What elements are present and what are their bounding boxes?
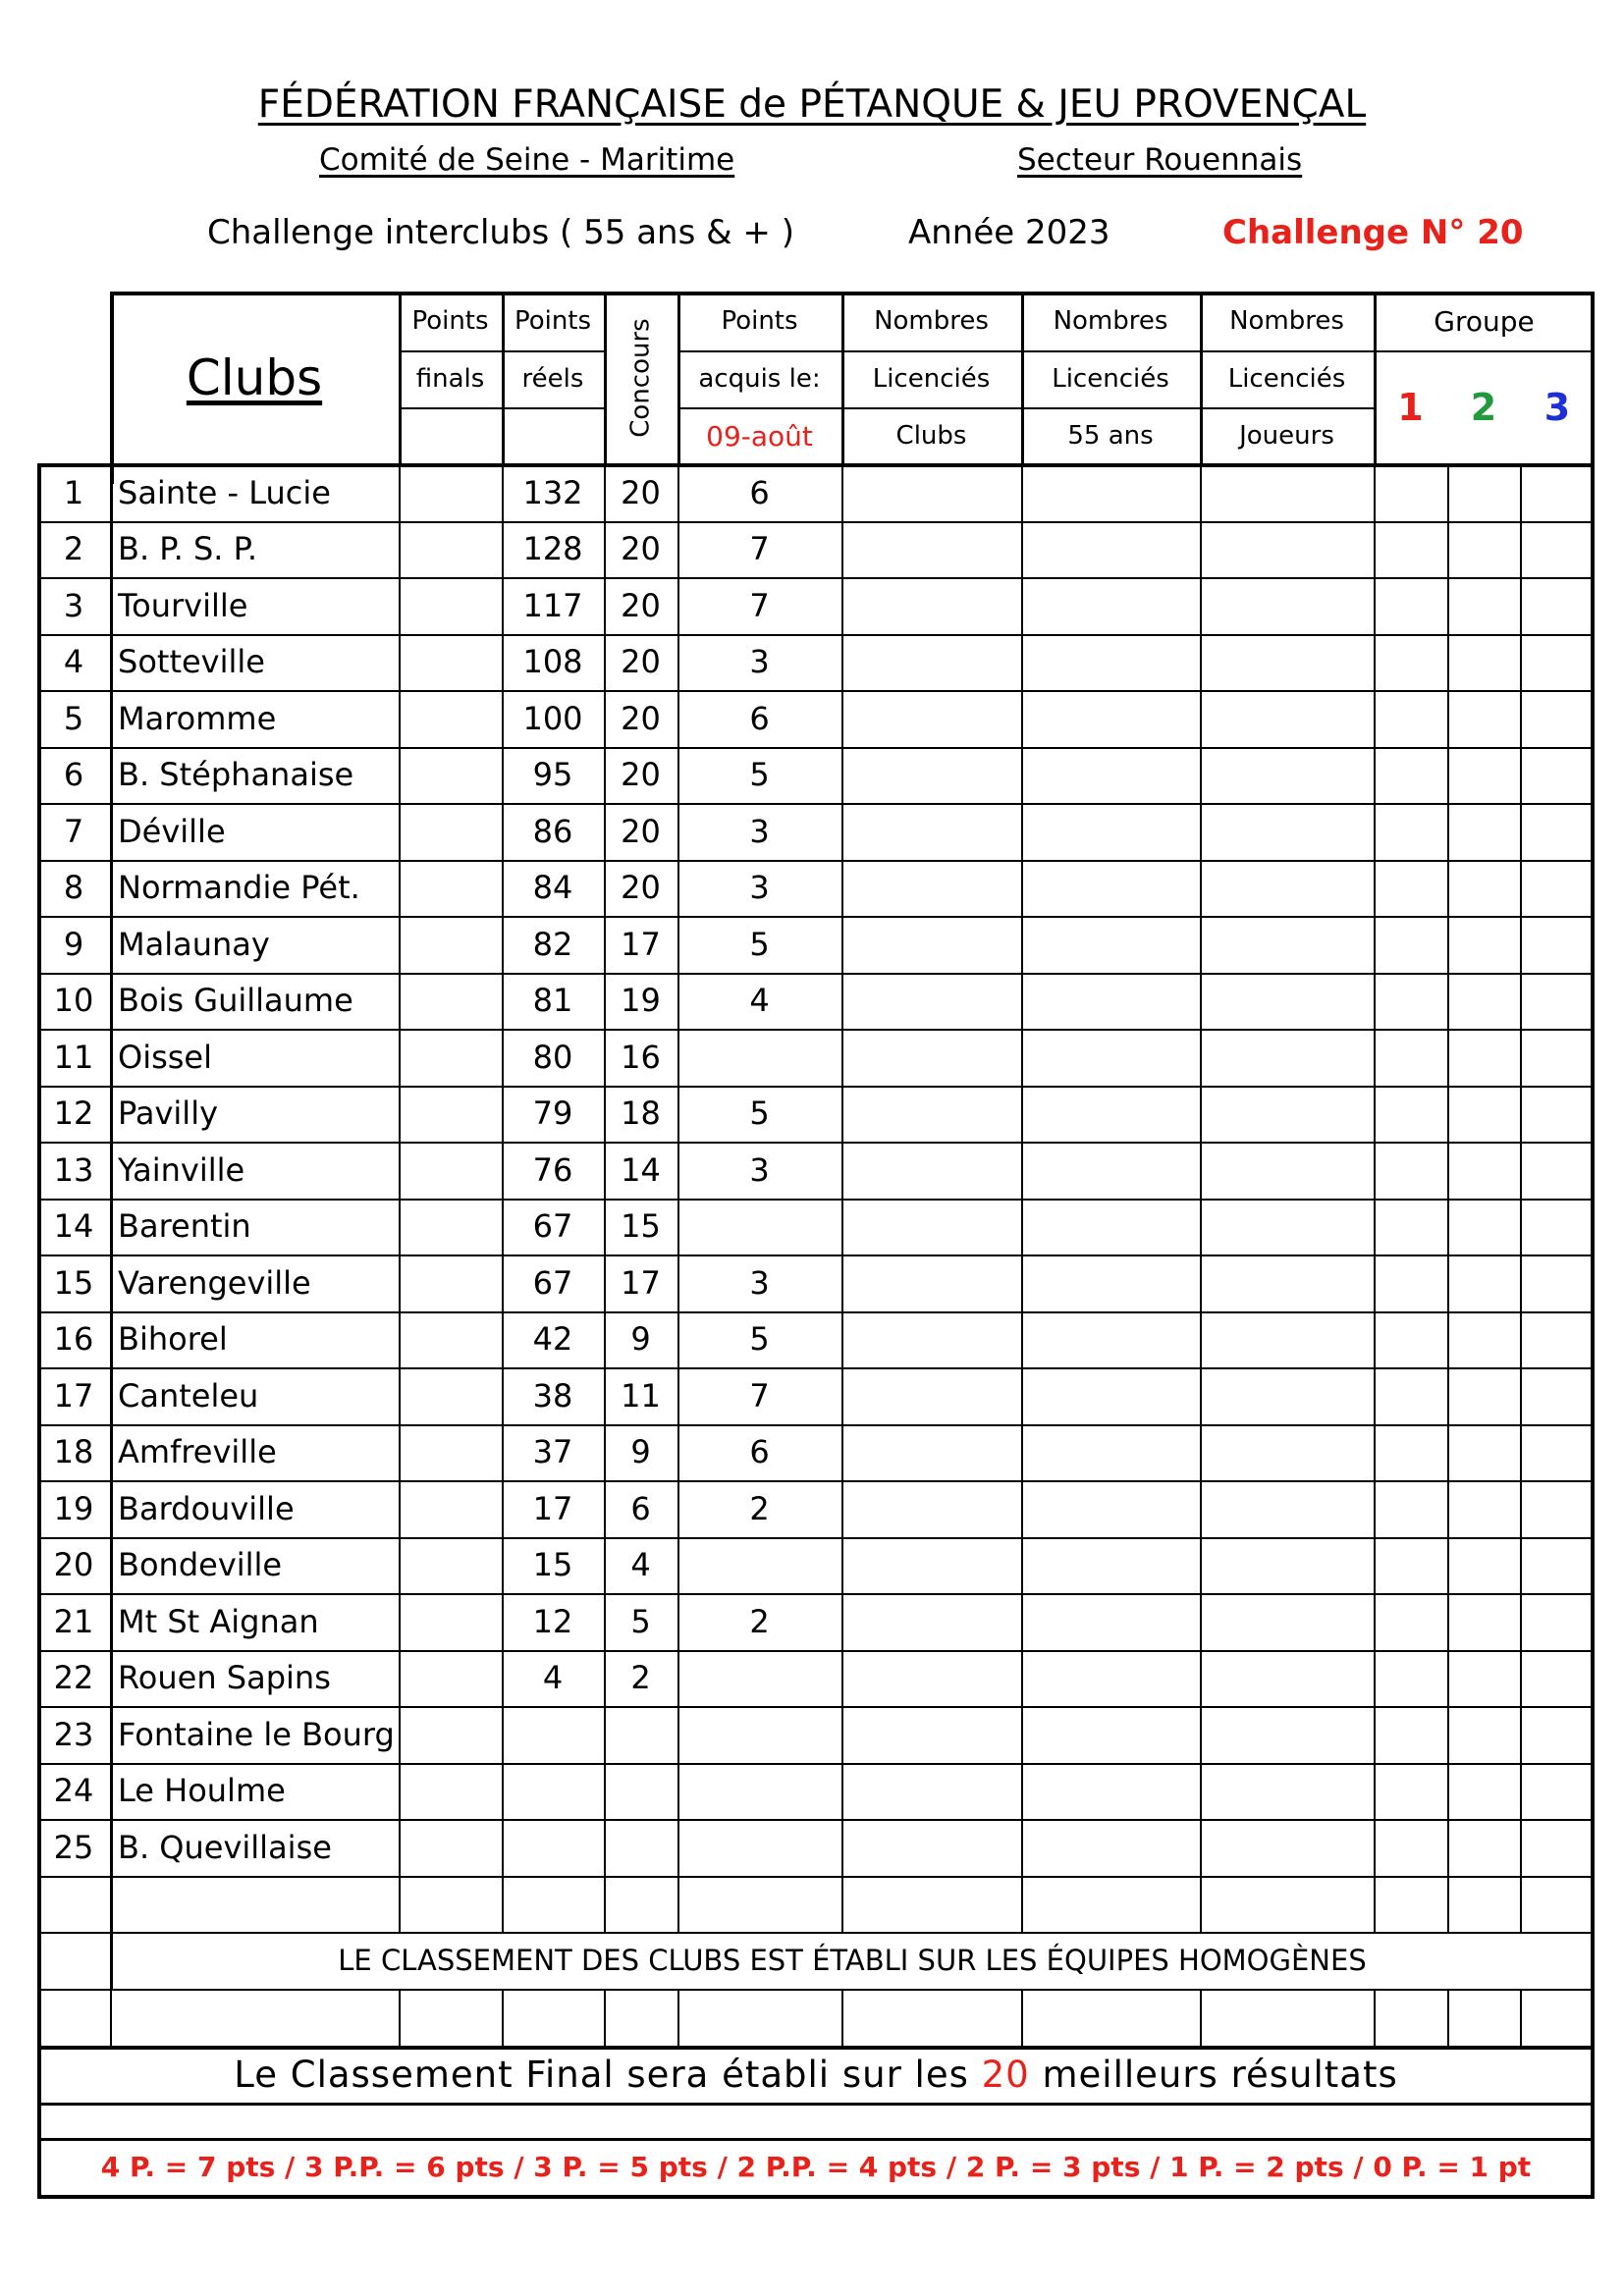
concours-cell: 19	[621, 982, 661, 1020]
club-name: Fontaine le Bourg	[118, 1715, 395, 1753]
club-name: Maromme	[118, 699, 277, 737]
points-acquis-cell: 6	[749, 699, 770, 737]
rank-cell: 6	[63, 756, 84, 794]
club-name: Yainville	[118, 1150, 245, 1189]
points-reels-cell: 37	[532, 1433, 573, 1471]
comite-label: Comité de Seine - Maritime	[319, 142, 735, 178]
licencies-55-sub2: 55 ans	[1067, 421, 1154, 451]
club-name: Oissel	[118, 1038, 212, 1076]
points-acquis-cell: 4	[749, 982, 770, 1020]
points-acquis-cell	[677, 1763, 841, 1820]
column-divider	[604, 1989, 606, 2046]
concours-cell: 4	[630, 1546, 651, 1584]
points-reels-cell: 17	[532, 1489, 573, 1527]
column-divider	[1520, 1989, 1522, 2046]
points-reels-cell: 42	[532, 1320, 573, 1359]
club-name: Canteleu	[118, 1376, 259, 1415]
points-acquis-cell	[677, 1199, 841, 1255]
points-finals-header: Points	[411, 306, 489, 336]
club-name: Normandie Pét.	[118, 869, 360, 907]
final-note-suffix: meilleurs résultats	[1029, 2053, 1398, 2096]
club-name: Amfreville	[118, 1433, 277, 1471]
points-reels-cell: 108	[522, 643, 583, 681]
concours-cell: 18	[621, 1095, 661, 1133]
rank-cell: 2	[63, 530, 84, 568]
rank-cell: 9	[63, 925, 84, 963]
points-acquis-cell	[677, 1029, 841, 1086]
club-name: Rouen Sapins	[118, 1659, 331, 1697]
rank-cell: 23	[53, 1715, 94, 1753]
points-reels-header: Points	[514, 306, 592, 336]
points-acquis-cell: 5	[749, 925, 770, 963]
points-reels-cell	[502, 1763, 604, 1820]
concours-cell: 2	[630, 1659, 651, 1697]
homogenes-note: LE CLASSEMENT DES CLUBS EST ÉTABLI SUR LES ÉQUIPES HOMOGÈNES	[338, 1944, 1367, 1977]
points-acquis-cell: 3	[749, 643, 770, 681]
rank-cell: 21	[53, 1602, 94, 1640]
column-divider	[502, 1989, 504, 2046]
points-acquis-cell: 6	[749, 473, 770, 511]
points-reels-cell: 67	[532, 1263, 573, 1302]
row-divider	[37, 1876, 1595, 1878]
rank-cell: 15	[53, 1263, 94, 1302]
column-divider	[399, 1989, 401, 2046]
licencies-55-header: Nombres	[1053, 306, 1168, 336]
points-reels-cell: 117	[522, 586, 583, 624]
rank-cell: 3	[63, 586, 84, 624]
secteur-label: Secteur Rouennais	[1017, 142, 1303, 178]
club-name: Varengeville	[118, 1263, 311, 1302]
concours-cell: 20	[621, 869, 661, 907]
points-acquis-cell: 3	[749, 812, 770, 850]
concours-cell: 20	[621, 699, 661, 737]
club-name: Malaunay	[118, 925, 270, 963]
points-acquis-header: Points	[721, 306, 798, 336]
licencies-55-sub: Licenciés	[1052, 364, 1169, 394]
concours-cell: 9	[630, 1433, 651, 1471]
club-name: Pavilly	[118, 1095, 219, 1133]
challenge-label: Challenge interclubs ( 55 ans & + )	[207, 213, 794, 252]
federation-title: FÉDÉRATION FRANÇAISE de PÉTANQUE & JEU PROVENÇAL	[257, 82, 1367, 127]
rank-cell: 4	[63, 643, 84, 681]
club-name: Sotteville	[118, 643, 265, 681]
points-acquis-cell: 3	[749, 1150, 770, 1189]
points-reels-cell: 38	[532, 1376, 573, 1415]
column-divider	[1447, 1989, 1449, 2046]
points-reels-cell: 128	[522, 530, 583, 568]
points-reels-cell: 84	[532, 869, 573, 907]
concours-cell: 20	[621, 586, 661, 624]
licencies-joueurs-header: Nombres	[1229, 306, 1344, 336]
table-bottom-border	[37, 2195, 1595, 2199]
points-acquis-cell: 2	[749, 1489, 770, 1527]
rank-cell: 18	[53, 1433, 94, 1471]
scoring-legend: 4 P. = 7 pts / 3 P.P. = 6 pts / 3 P. = 5 pts / 2 P.P. = 4 pts / 2 P. = 3 pts / 1 P. = 2 pts / 0 P. = 1 pt	[100, 2150, 1532, 2183]
club-name: B. Quevillaise	[118, 1828, 332, 1866]
points-acquis-cell: 7	[749, 586, 770, 624]
rank-cell: 16	[53, 1320, 94, 1359]
club-name: Bihorel	[118, 1320, 228, 1359]
club-name: B. Stéphanaise	[118, 756, 354, 794]
groupe-3-header: 3	[1543, 386, 1571, 429]
concours-cell: 16	[621, 1038, 661, 1076]
concours-header	[604, 292, 677, 464]
rank-cell: 19	[53, 1489, 94, 1527]
final-ranking-note	[37, 2046, 1595, 2103]
club-name: Bardouville	[118, 1489, 295, 1527]
rank-cell: 22	[53, 1659, 94, 1697]
licencies-joueurs-sub2: Joueurs	[1239, 421, 1334, 451]
points-acquis-cell	[677, 1706, 841, 1763]
points-acquis-cell	[677, 1819, 841, 1876]
groupe-1-header: 1	[1397, 386, 1424, 429]
concours-cell	[604, 1763, 677, 1820]
rank-cell: 14	[53, 1207, 94, 1246]
points-reels-cell: 79	[532, 1095, 573, 1133]
rank-cell: 24	[53, 1772, 94, 1810]
column-divider	[110, 1932, 113, 1989]
points-acquis-sub: acquis le:	[698, 364, 821, 394]
club-name: B. P. S. P.	[118, 530, 258, 568]
club-name: Tourville	[118, 586, 248, 624]
table-right-border	[1591, 292, 1595, 2199]
concours-cell: 6	[630, 1489, 651, 1527]
column-divider	[1021, 1989, 1023, 2046]
rank-cell: 25	[53, 1828, 94, 1866]
rank-cell: 17	[53, 1376, 94, 1415]
clubs-header: Clubs	[186, 349, 323, 406]
club-name: Déville	[118, 812, 226, 850]
points-reels-cell: 132	[522, 473, 583, 511]
points-acquis-cell: 7	[749, 1376, 770, 1415]
points-acquis-cell	[677, 1537, 841, 1594]
final-note-number: 20	[981, 2053, 1030, 2096]
points-finals-sub: finals	[415, 364, 485, 394]
column-divider	[677, 1989, 679, 2046]
concours-cell: 20	[621, 643, 661, 681]
club-name: Bois Guillaume	[118, 982, 353, 1020]
rank-cell: 10	[53, 982, 94, 1020]
points-acquis-cell: 3	[749, 1263, 770, 1302]
points-reels-cell: 86	[532, 812, 573, 850]
points-reels-cell	[502, 1819, 604, 1876]
challenge-number: Challenge N° 20	[1222, 213, 1524, 252]
row-divider	[37, 2103, 1595, 2106]
concours-label: Concours	[625, 318, 656, 438]
column-divider	[1374, 1989, 1376, 2046]
column-divider	[110, 1989, 112, 2046]
points-reels-cell: 81	[532, 982, 573, 1020]
club-name: Mt St Aignan	[118, 1602, 319, 1640]
concours-cell	[604, 1819, 677, 1876]
club-name: Sainte - Lucie	[118, 473, 331, 511]
points-reels-cell: 80	[532, 1038, 573, 1076]
concours-cell: 17	[621, 1263, 661, 1302]
rank-cell: 11	[53, 1038, 94, 1076]
points-acquis-cell: 5	[749, 1095, 770, 1133]
points-acquis-cell: 6	[749, 1433, 770, 1471]
concours-cell: 20	[621, 473, 661, 511]
concours-cell: 5	[630, 1602, 651, 1640]
points-reels-cell: 100	[522, 699, 583, 737]
points-reels-cell: 95	[532, 756, 573, 794]
concours-cell: 20	[621, 812, 661, 850]
rank-cell: 1	[63, 473, 84, 511]
club-name: Le Houlme	[118, 1772, 286, 1810]
licencies-joueurs-sub: Licenciés	[1227, 364, 1346, 394]
concours-cell: 15	[621, 1207, 661, 1246]
concours-cell	[604, 1706, 677, 1763]
table-left-border	[37, 463, 41, 2199]
rank-cell: 12	[53, 1095, 94, 1133]
points-acquis-cell: 3	[749, 869, 770, 907]
points-reels-cell: 67	[532, 1207, 573, 1246]
points-reels-cell: 4	[542, 1659, 564, 1697]
rank-cell: 13	[53, 1150, 94, 1189]
year-label: Année 2023	[908, 213, 1110, 252]
rank-cell: 5	[63, 699, 84, 737]
points-reels-cell: 12	[532, 1602, 573, 1640]
points-reels-cell: 76	[532, 1150, 573, 1189]
licencies-clubs-sub: Licenciés	[872, 364, 991, 394]
column-divider	[1200, 1989, 1202, 2046]
acquis-date: 09-août	[706, 419, 813, 453]
concours-cell: 9	[630, 1320, 651, 1359]
points-reels-cell: 15	[532, 1546, 573, 1584]
rank-cell: 7	[63, 812, 84, 850]
club-name: Barentin	[118, 1207, 251, 1246]
groupe-2-header: 2	[1470, 386, 1497, 429]
points-acquis-cell: 5	[749, 756, 770, 794]
concours-cell: 11	[621, 1376, 661, 1415]
licencies-clubs-header: Nombres	[874, 306, 989, 336]
rank-cell: 20	[53, 1546, 94, 1584]
concours-cell: 20	[621, 530, 661, 568]
points-acquis-cell: 5	[749, 1320, 770, 1359]
points-acquis-cell	[677, 1650, 841, 1707]
groupe-header: Groupe	[1434, 304, 1535, 338]
points-reels-sub: réels	[521, 364, 584, 394]
points-acquis-cell: 7	[749, 530, 770, 568]
points-reels-cell	[502, 1706, 604, 1763]
concours-cell: 14	[621, 1150, 661, 1189]
club-name: Bondeville	[118, 1546, 283, 1584]
column-divider	[841, 1989, 843, 2046]
licencies-clubs-sub2: Clubs	[895, 421, 967, 451]
final-note-prefix: Le Classement Final sera établi sur les	[234, 2053, 982, 2096]
rank-cell: 8	[63, 869, 84, 907]
points-reels-cell: 82	[532, 925, 573, 963]
row-divider	[37, 1989, 1595, 1991]
points-acquis-cell: 2	[749, 1602, 770, 1640]
concours-cell: 20	[621, 756, 661, 794]
concours-cell: 17	[621, 925, 661, 963]
